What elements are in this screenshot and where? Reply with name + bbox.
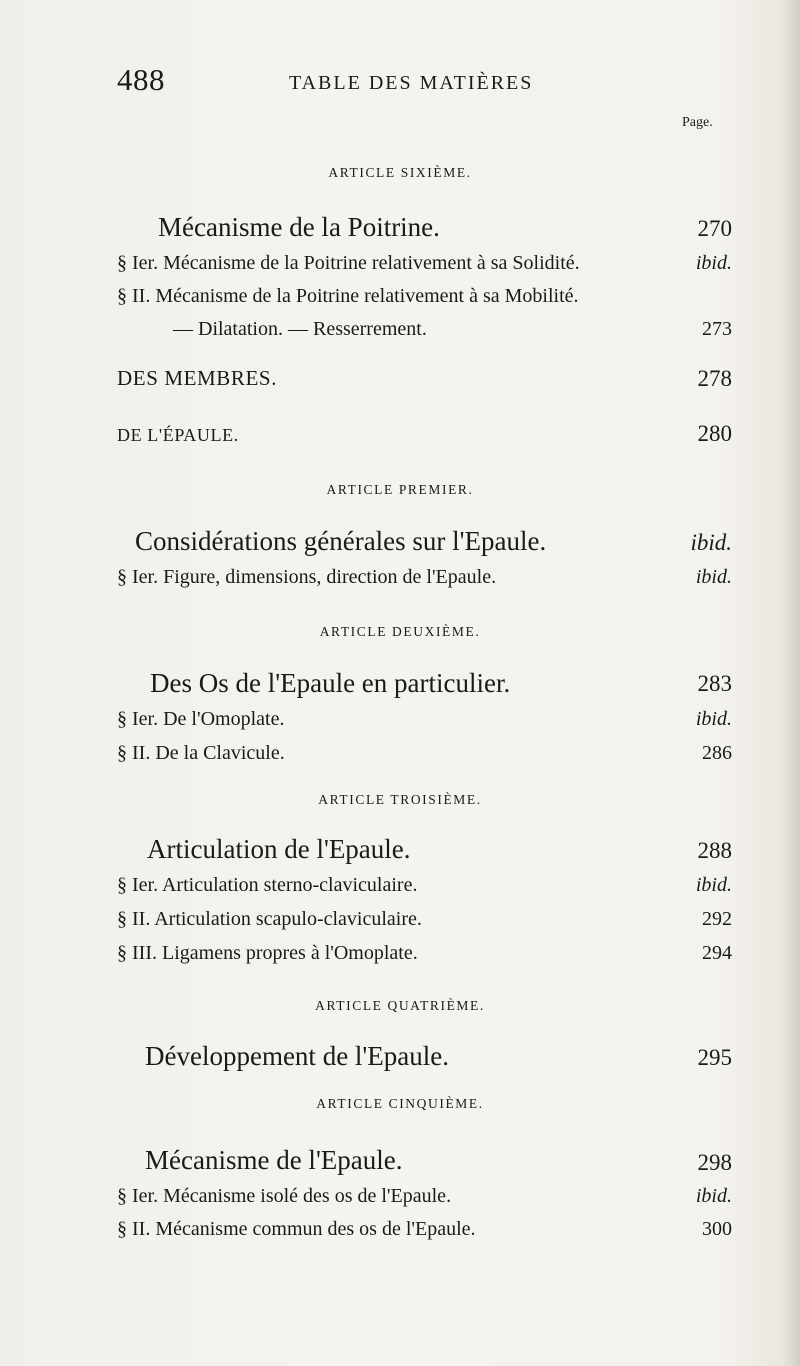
toc-entry-page: 292 [702, 908, 732, 930]
article-heading-fourth: ARTICLE QUATRIÈME. [315, 998, 485, 1013]
toc-entry-page: ibid. [695, 874, 732, 896]
toc-entry: § II. Articulation scapulo-claviculaire. [117, 908, 422, 930]
toc-entry: § II. Mécanisme commun des os de l'Epaule. [117, 1218, 476, 1240]
toc-entry: § Ier. De l'Omoplate. [117, 708, 285, 730]
article-heading-fifth: ARTICLE CINQUIÈME. [316, 1096, 484, 1111]
section-page: 288 [697, 838, 732, 863]
page-column-label: Page. [682, 115, 713, 130]
page-edge-shadow [782, 0, 800, 1366]
article-heading-second: ARTICLE DEUXIÈME. [319, 624, 481, 639]
toc-entry-page: 300 [702, 1218, 732, 1240]
section-page: ibid. [690, 530, 732, 555]
article-heading-third: ARTICLE TROISIÈME. [318, 792, 482, 807]
toc-entry: § Ier. Articulation sterno-claviculaire. [117, 874, 418, 896]
part-page: 280 [697, 421, 732, 446]
toc-entry-page: 273 [702, 318, 732, 340]
section-page: 298 [697, 1150, 732, 1175]
toc-entry-page: ibid. [695, 252, 732, 274]
toc-entry-page: 294 [702, 942, 732, 964]
toc-entry-page: 286 [702, 742, 732, 764]
page-number: 488 [117, 62, 165, 97]
running-title: TABLE DES MATIÈRES [289, 72, 534, 94]
toc-entry-page: ibid. [695, 708, 732, 730]
article-heading-first: ARTICLE PREMIER. [326, 482, 474, 497]
toc-entry: § Ier. Mécanisme de la Poitrine relativement à sa Solidité. [117, 252, 580, 274]
toc-entry: § II. Mécanisme de la Poitrine relativement à sa Mobilité. [117, 285, 579, 307]
section-page: 270 [697, 216, 732, 241]
toc-entry: § Ier. Figure, dimensions, direction de l'Epaule. [117, 566, 497, 588]
toc-entry-page: ibid. [695, 1185, 732, 1207]
toc-entry: § Ier. Mécanisme isolé des os de l'Epaule. [117, 1185, 452, 1207]
toc-entry: — Dilatation. — Resserrement. [173, 318, 427, 340]
toc-entry-page: ibid. [695, 566, 732, 588]
section-title: Mécanisme de la Poitrine. [158, 212, 440, 242]
section-title: Considérations générales sur l'Epaule. [135, 526, 547, 556]
part-heading-membres: DES MEMBRES. [117, 366, 278, 390]
toc-entry: § III. Ligamens propres à l'Omoplate. [117, 942, 418, 964]
part-page: 278 [697, 366, 732, 391]
running-head [117, 62, 677, 102]
section-title: Développement de l'Epaule. [145, 1041, 450, 1071]
article-heading-sixth: ARTICLE SIXIÈME. [328, 165, 472, 180]
section-title: Mécanisme de l'Epaule. [145, 1145, 403, 1175]
part-heading-epaule: DE L'ÉPAULE. [117, 425, 239, 445]
section-title: Des Os de l'Epaule en particulier. [150, 668, 511, 698]
section-page: 295 [697, 1045, 732, 1070]
toc-entry: § II. De la Clavicule. [117, 742, 285, 764]
section-page: 283 [697, 671, 732, 696]
section-title: Articulation de l'Epaule. [147, 834, 411, 864]
